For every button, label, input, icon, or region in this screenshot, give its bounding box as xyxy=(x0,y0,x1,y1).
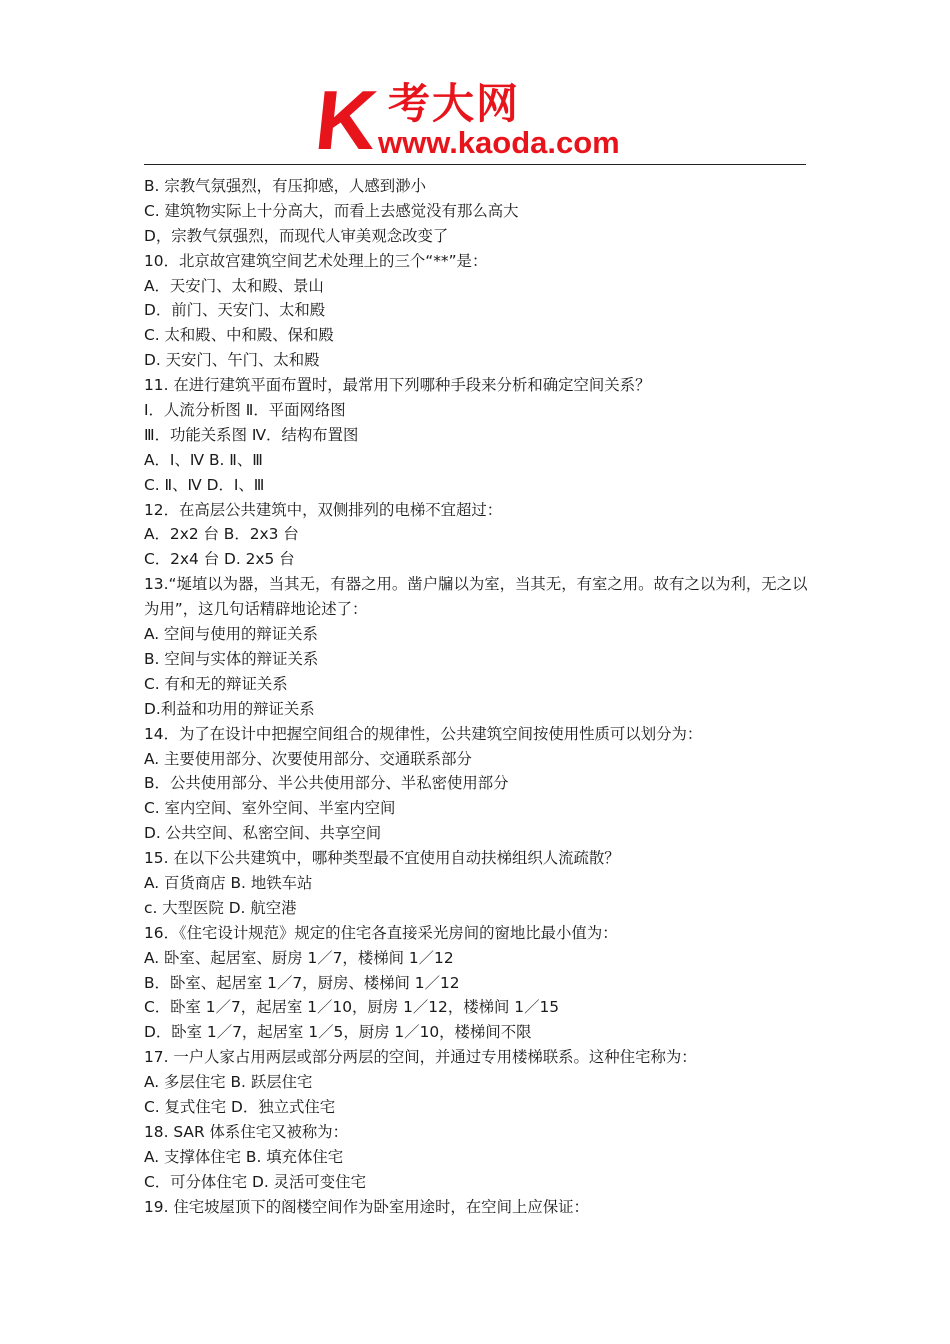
option-line: D．卧室 1／7，起居室 1／5，厨房 1／10，楼梯间不限 xyxy=(144,1023,532,1042)
question-11: 11. 在进行建筑平面布置时，最常用下列哪种手段来分析和确定空间关系？ xyxy=(144,376,651,395)
logo-url: www.kaoda.com xyxy=(378,125,620,160)
header-divider xyxy=(144,164,806,165)
logo-site-name: 考大网 xyxy=(388,79,521,128)
question-10: 10．北京故宫建筑空间艺术处理上的三个“**”是： xyxy=(144,251,488,270)
option-line: B．卧室、起居室 1／7，厨房、楼梯间 1／12 xyxy=(144,973,460,992)
option-line: C．2x4 台 D. 2x5 台 xyxy=(144,550,295,569)
option-line: D. 公共空间、私密空间、共享空间 xyxy=(144,824,382,843)
option-line: B. 空间与实体的辩证关系 xyxy=(144,649,319,668)
text-line: B. 宗教气氛强烈，有压抑感，人感到渺小 xyxy=(144,177,426,195)
option-line: A．Ⅰ、Ⅳ B. Ⅱ、Ⅲ xyxy=(144,450,263,469)
question-18: 18. SAR 体系住宅又被称为： xyxy=(144,1122,349,1141)
option-line: A．2x2 台 B．2x3 台 xyxy=(144,525,299,544)
option-line: A. 支撑体住宅 B. 填充体住宅 xyxy=(144,1147,344,1166)
option-line: Ⅲ．功能关系图 Ⅳ．结构布置图 xyxy=(144,425,359,444)
option-line: A. 百货商店 B. 地铁车站 xyxy=(144,873,313,892)
option-line: B．公共使用部分、半公共使用部分、半私密使用部分 xyxy=(144,774,509,793)
question-12: 12．在高层公共建筑中，双侧排列的电梯不宜超过： xyxy=(144,500,503,519)
option-line: Ⅰ．人流分析图 Ⅱ．平面网络图 xyxy=(144,401,346,420)
question-19: 19. 住宅坡屋顶下的阁楼空间作为卧室用途时，在空间上应保证： xyxy=(144,1197,589,1216)
option-line: C．卧室 1／7，起居室 1／10，厨房 1／12，楼梯间 1／15 xyxy=(144,998,560,1017)
question-16: 16．《住宅设计规范》规定的住宅各直接采光房间的窗地比最小值为： xyxy=(144,923,618,942)
question-17: 17. 一户人家占用两层或部分两层的空间，并通过专用楼梯联系。这种住宅称为： xyxy=(144,1048,697,1067)
kaoda-logo xyxy=(311,73,646,167)
option-line: D. 天安门、午门、太和殿 xyxy=(144,351,320,370)
option-line: A. 多层住宅 B. 跃层住宅 xyxy=(144,1073,313,1092)
option-line: C. 有和无的辩证关系 xyxy=(144,674,288,693)
option-line: C. Ⅱ、Ⅳ D．Ⅰ、Ⅲ xyxy=(144,475,265,494)
option-line: C. 室内空间、室外空间、半室内空间 xyxy=(144,799,396,818)
option-line: c. 大型医院 D. 航空港 xyxy=(144,898,297,917)
option-line: D.利益和功用的辩证关系 xyxy=(144,699,315,718)
option-line: A. 空间与使用的辩证关系 xyxy=(144,625,318,644)
text-line: C. 建筑物实际上十分高大，而看上去感觉没有那么高大 xyxy=(144,201,519,220)
option-line: C. 复式住宅 D．独立式住宅 xyxy=(144,1097,336,1116)
question-15: 15. 在以下公共建筑中，哪种类型最不宜使用自动扶梯组织人流疏散？ xyxy=(144,849,620,868)
document-body xyxy=(144,174,808,1219)
text-line: D，宗教气氛强烈，而现代人审美观念改变了 xyxy=(144,226,449,245)
question-13: 13.“埏埴以为器，当其无，有器之用。凿户牖以为室，当其无，有室之用。故有之以为利，无之以为用”，这几句话精辟地论述了： xyxy=(144,575,808,619)
option-line: A．天安门、太和殿、景山 xyxy=(144,276,324,295)
option-line: A. 主要使用部分、次要使用部分、交通联系部分 xyxy=(144,749,472,768)
logo-k-mark: K xyxy=(311,73,380,167)
question-14: 14．为了在设计中把握空间组合的规律性，公共建筑空间按使用性质可以划分为： xyxy=(144,724,703,743)
option-line: A. 卧室、起居室、厨房 1／7，楼梯间 1／12 xyxy=(144,948,454,967)
option-line: D．前门、天安门、太和殿 xyxy=(144,301,326,320)
option-line: C．可分体住宅 D. 灵活可变住宅 xyxy=(144,1172,366,1191)
option-line: C. 太和殿、中和殿、保和殿 xyxy=(144,326,334,345)
